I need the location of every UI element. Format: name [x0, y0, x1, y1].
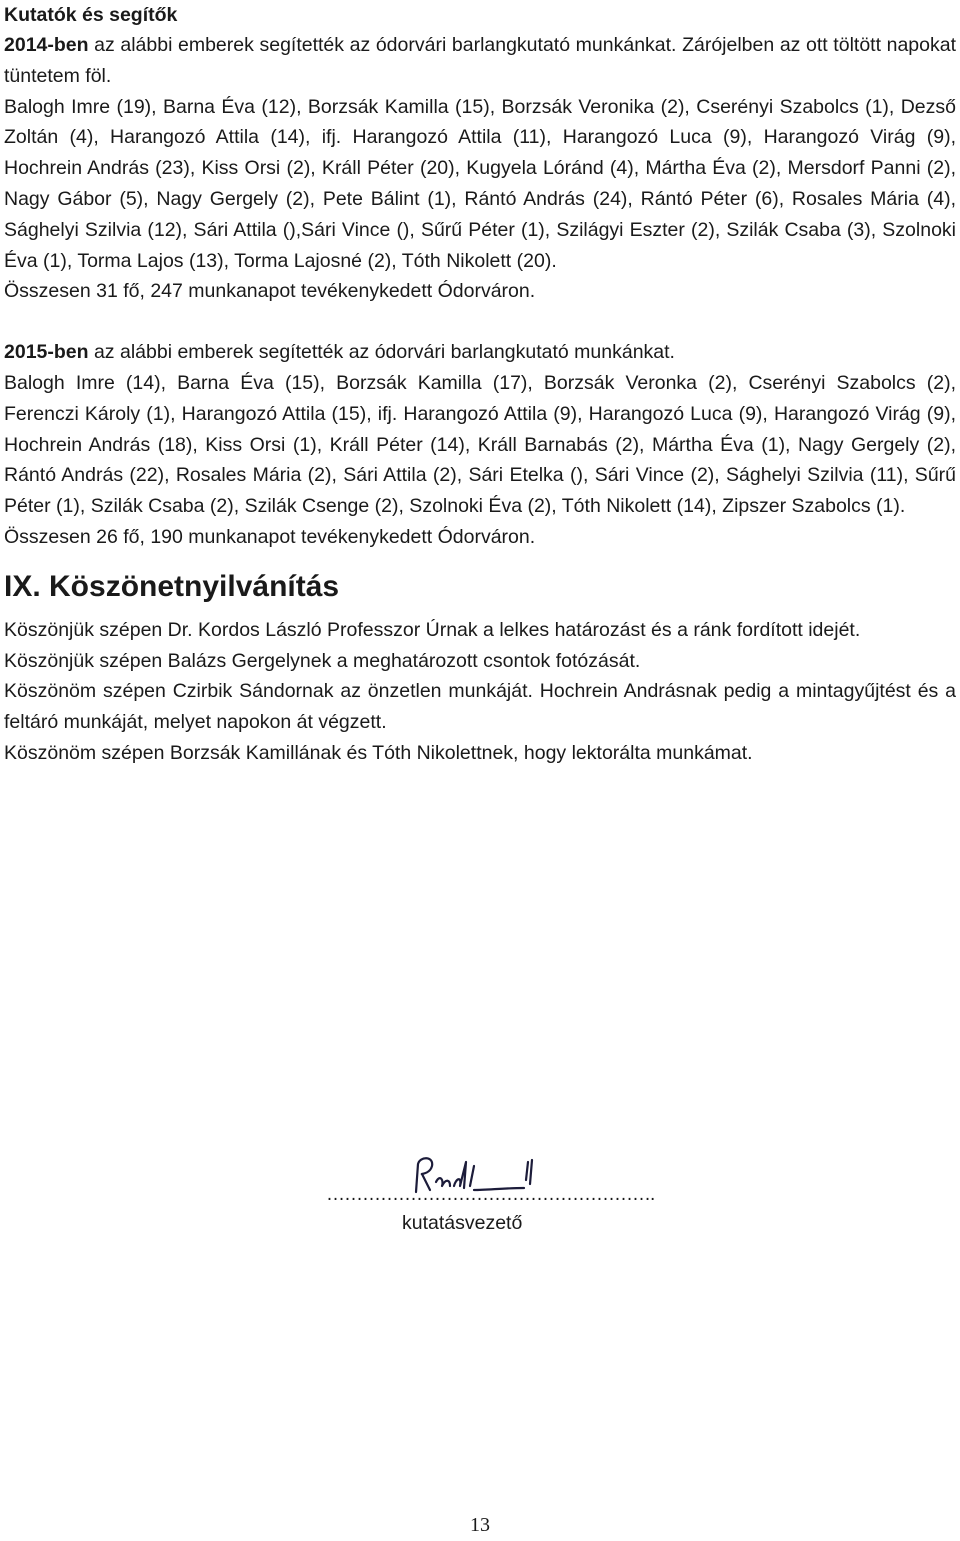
page-number: 13	[470, 1514, 490, 1536]
spacer	[4, 307, 956, 337]
year-label-2015: 2015-ben	[4, 341, 89, 364]
ack-paragraph-3: Köszönöm szépen Czirbik Sándornak az önzetlen munkáját. Hochrein Andrásnak pedig a mintagyűjtést és a feltáró munkáját, melyet napokon át végzett.	[4, 680, 956, 734]
ack-paragraph-2: Köszönjük szépen Balázs Gergelynek a meghatározott csontok fotózását.	[4, 649, 641, 672]
signature-role: kutatásvezető	[402, 1212, 523, 1234]
paragraph-2014-intro	[4, 30, 956, 92]
intro-text-2014: az alábbi emberek segítették az ódorvári barlangkutató munkánkat. Zárójelben az ott töltött napokat tüntetem föl.	[4, 34, 956, 87]
signature-block	[320, 1150, 655, 1250]
chapter-heading-acknowledgements: IX. Köszönetnyilvánítás	[4, 569, 340, 603]
paragraph-2015-names: Balogh Imre (14), Barna Éva (15), Borzsák Kamilla (17), Borzsák Veronka (2), Cserényi Szabolcs (2), Ferenczi Károly (1), Harangozó Attila (15), ifj. Harangozó Attila (9), Harangozó Luca (9), Harangozó Virág (9), Hochrein András (18), Kiss Orsi (1), Králl Péter (14), Králl Barnabás (2), Mártha Éva (1), Nagy Gergely (2), Rántó András (22), Rosales Mária (2), Sári Attila (2), Sári Etelka (), Sári Vince (2), Sághelyi Szilvia (11), Sűrű Péter (1), Szilák Csaba (2), Szilák Csenge (2), Szolnoki Éva (2), Tóth Nikolett (14), Zipszer Szabolcs (1).	[4, 371, 956, 518]
ack-paragraph-1: Köszönjük szépen Dr. Kordos László Professzor Úrnak a lelkes határozást és a ránk fordított idejét.	[4, 618, 861, 641]
paragraph-2015-total: Összesen 26 fő, 190 munkanapot tevékenykedett Ódorváron.	[4, 525, 536, 548]
ack-paragraph-4: Köszönöm szépen Borzsák Kamillának és Tóth Nikolettnek, hogy lektorálta munkámat.	[4, 741, 753, 764]
signature-line: ……………………………………………….	[326, 1184, 655, 1205]
section-heading-helpers: Kutatók és segítők	[4, 4, 178, 26]
paragraph-2014-names: Balogh Imre (19), Barna Éva (12), Borzsák Kamilla (15), Borzsák Veronika (2), Cserényi Szabolcs (1), Dezső Zoltán (4), Harangozó Attila (14), ifj. Harangozó Attila (11), Harangozó Luca (9), Harangozó Virág (9), Hochrein András (23), Kiss Orsi (2), Králl Péter (20), Kugyela Lóránd (4), Mártha Éva (2), Mersdorf Panni (2), Nagy Gábor (5), Nagy Gergely (2), Pete Bálint (1), Rántó András (24), Rántó Péter (6), Rosales Mária (4), Sághelyi Szilvia (12), Sári Attila (),Sári Vince (), Sűrű Péter (1), Szilágyi Eszter (2), Szilák Csaba (3), Szolnoki Éva (1), Torma Lajos (13), Torma Lajosné (2), Tóth Nikolett (20).	[4, 95, 956, 272]
paragraph-2014-total: Összesen 31 fő, 247 munkanapot tevékenykedett Ódorváron.	[4, 280, 536, 303]
intro-text-2015: az alábbi emberek segítették az ódorvári barlangkutató munkánkat.	[88, 341, 675, 364]
year-label-2014: 2014-ben	[4, 34, 89, 56]
document-page	[4, 0, 956, 769]
paragraph-2015-intro	[4, 337, 956, 368]
